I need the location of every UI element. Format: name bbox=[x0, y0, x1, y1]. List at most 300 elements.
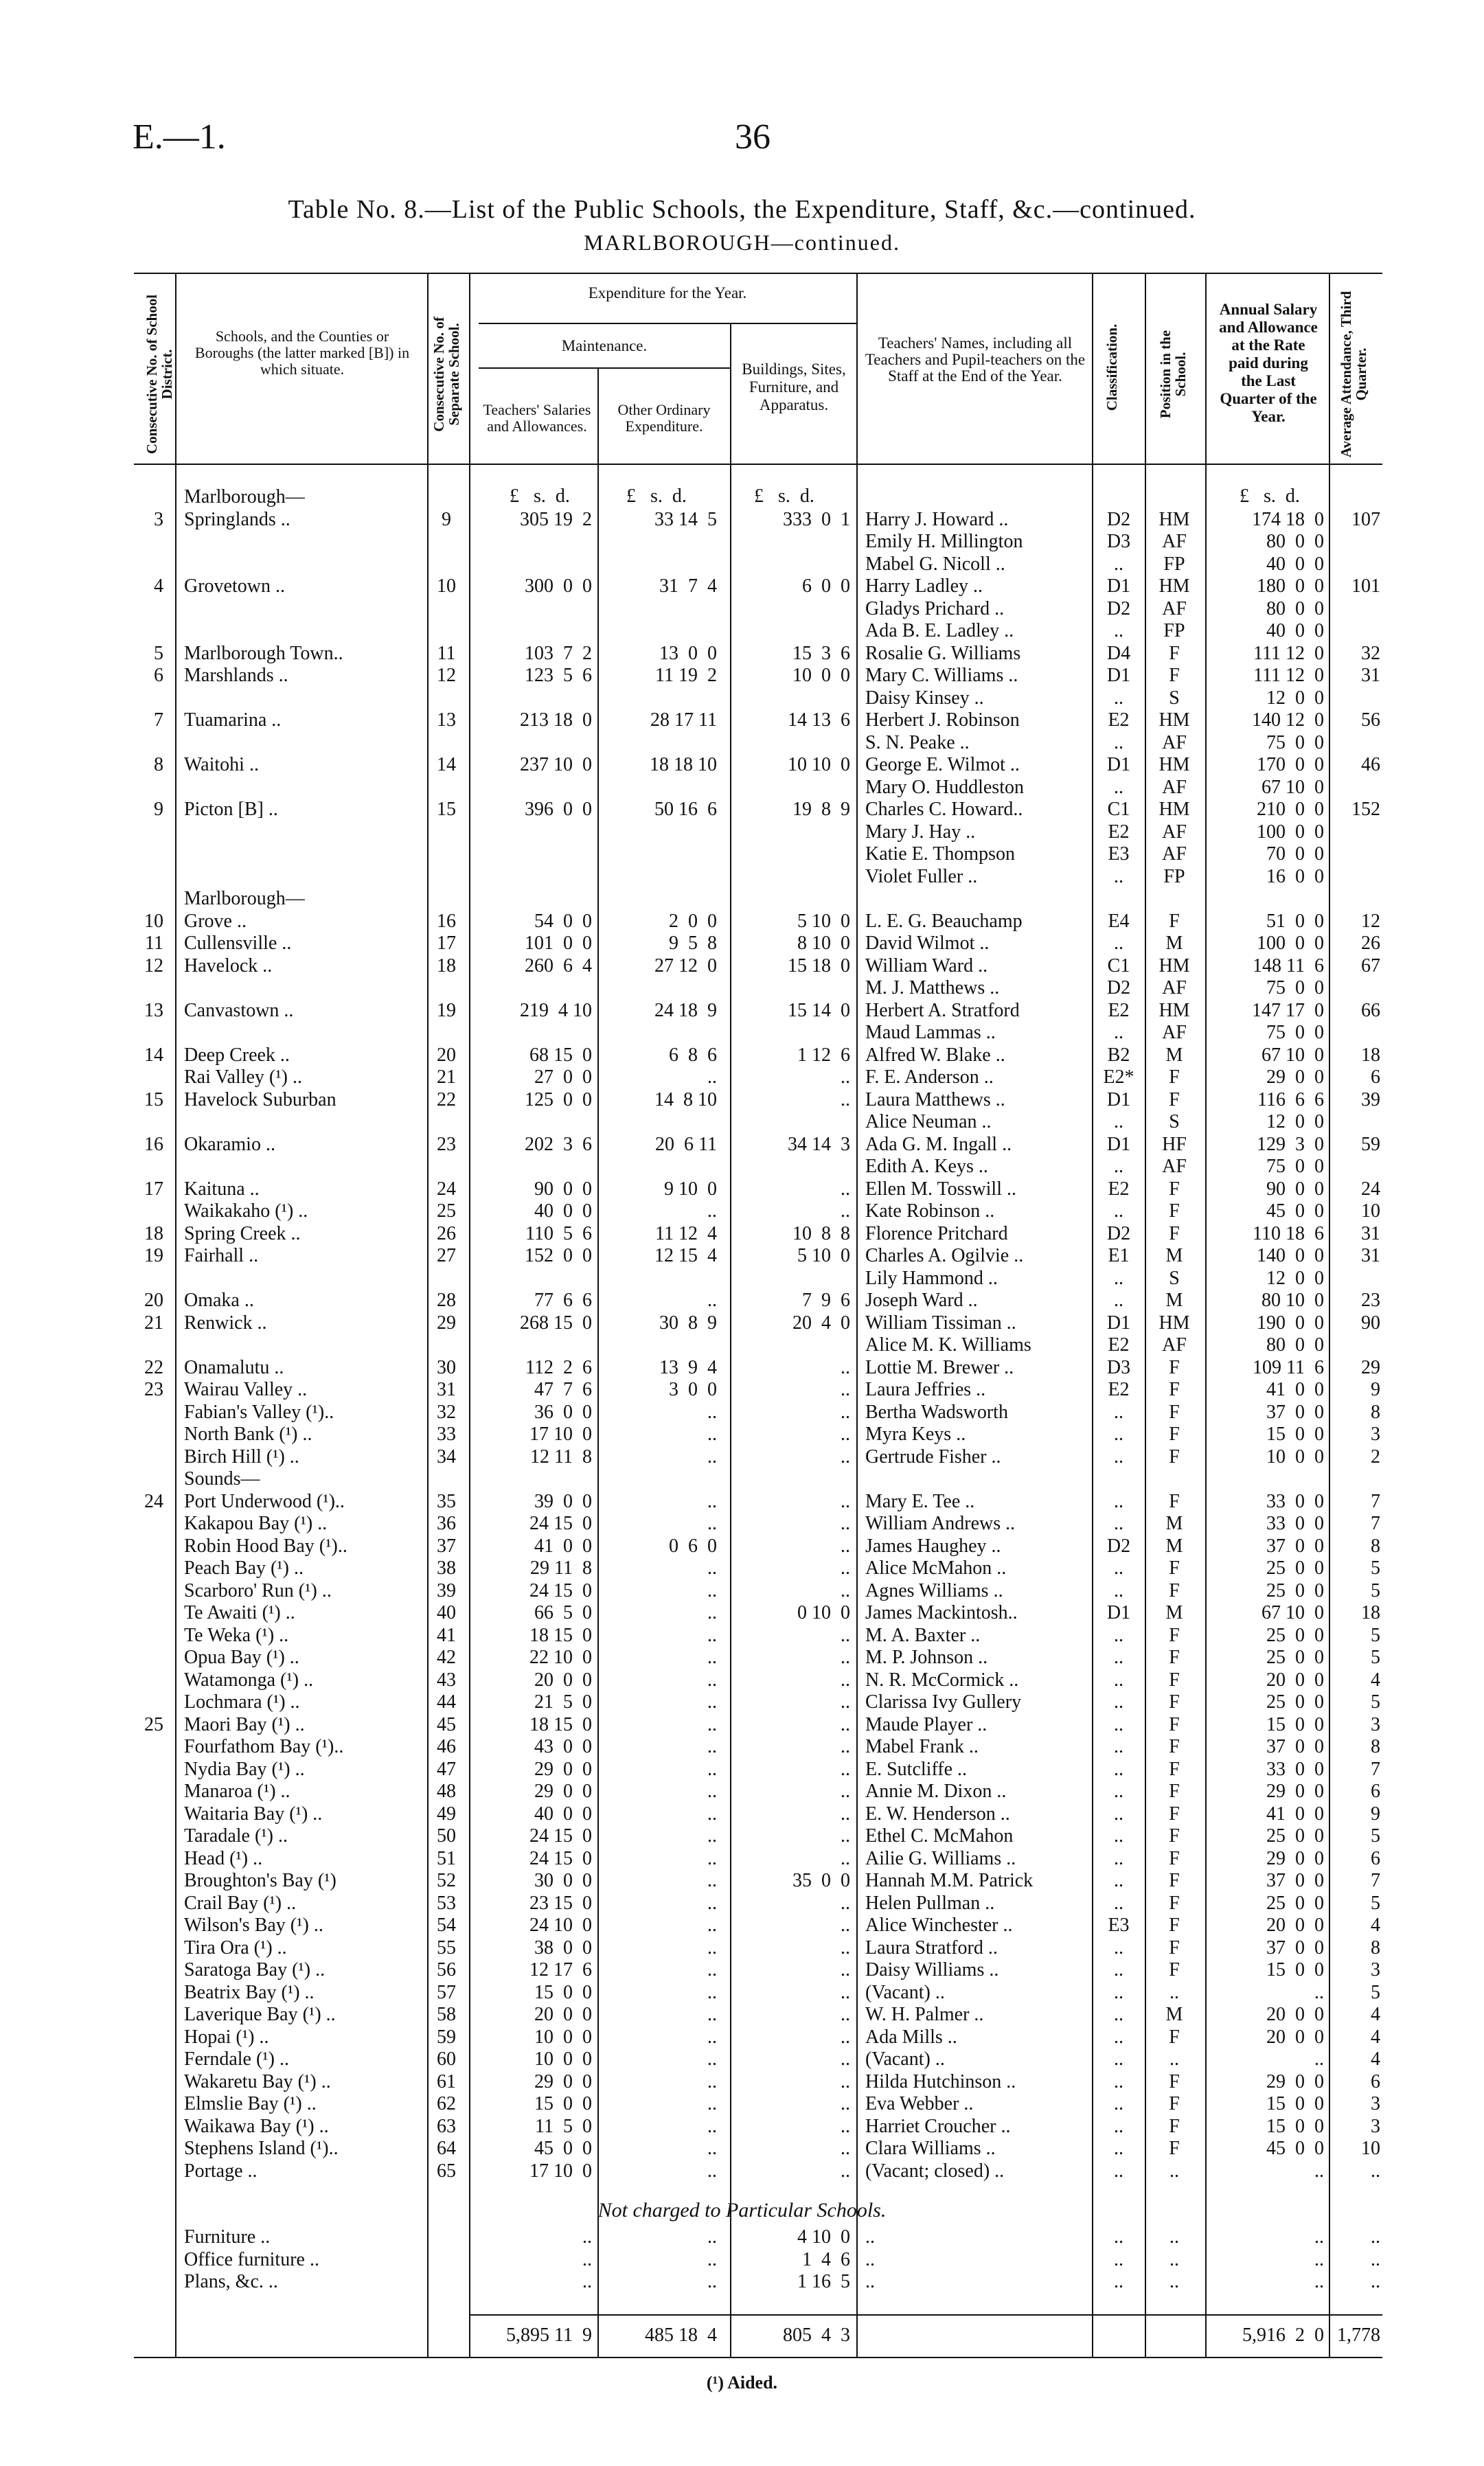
teachers-salaries: 54 0 0 bbox=[534, 910, 592, 932]
school-name: Sounds— bbox=[184, 1468, 260, 1489]
classification: .. bbox=[1114, 1669, 1123, 1691]
school-name: Fabian's Valley (¹).. bbox=[184, 1401, 334, 1423]
attendance: 5 bbox=[1371, 1825, 1380, 1847]
classification: .. bbox=[1114, 1111, 1123, 1132]
teachers-salaries: 305 19 2 bbox=[520, 508, 592, 530]
attendance: 7 bbox=[1371, 1513, 1380, 1534]
teachers-salaries: .. bbox=[582, 2271, 592, 2292]
attendance: 56 bbox=[1361, 709, 1380, 731]
separate-number: 20 bbox=[437, 1044, 456, 1066]
table-row bbox=[0, 911, 1484, 933]
classification: .. bbox=[1114, 2093, 1123, 2114]
buildings: .. bbox=[841, 1557, 850, 1579]
school-name: North Bank (¹) .. bbox=[184, 1424, 312, 1445]
classification: E3 bbox=[1108, 843, 1130, 865]
table-row bbox=[0, 1669, 1484, 1692]
classification: .. bbox=[1114, 1267, 1123, 1289]
table-row bbox=[0, 2004, 1484, 2027]
separate-number: 38 bbox=[437, 1557, 456, 1579]
position: F bbox=[1169, 1825, 1180, 1847]
classification: D2 bbox=[1106, 1222, 1131, 1244]
separate-number: 30 bbox=[437, 1356, 456, 1378]
teachers-salaries: 112 2 6 bbox=[525, 1356, 592, 1378]
separate-number: 51 bbox=[437, 1847, 456, 1869]
attendance: 9 bbox=[1371, 1803, 1380, 1825]
teachers-salaries: 29 0 0 bbox=[534, 1781, 592, 1802]
attendance: 10 bbox=[1361, 2138, 1380, 2159]
position: HM bbox=[1158, 999, 1190, 1021]
table-row bbox=[0, 486, 1484, 509]
classification: .. bbox=[1114, 1758, 1123, 1780]
teachers-salaries: 213 18 0 bbox=[520, 709, 592, 731]
teachers-salaries: 90 0 0 bbox=[534, 1178, 592, 1200]
header-district: Consecutive No. of School District. bbox=[144, 294, 175, 455]
other-expenditure: .. bbox=[707, 2004, 717, 2025]
teacher-name: George E. Wilmot .. bbox=[865, 754, 1020, 775]
table-row bbox=[0, 955, 1484, 978]
attendance: 5 bbox=[1371, 1691, 1380, 1713]
school-name: Taradale (¹) .. bbox=[184, 1825, 288, 1847]
attendance: 3 bbox=[1371, 1713, 1380, 1735]
salary: 15 0 0 bbox=[1266, 1424, 1324, 1445]
table-row bbox=[0, 665, 1484, 687]
separate-number: 37 bbox=[437, 1535, 456, 1557]
other-expenditure: .. bbox=[707, 1736, 717, 1757]
classification: .. bbox=[1114, 1847, 1123, 1869]
other-expenditure: 31 7 4 bbox=[659, 575, 717, 597]
position: F bbox=[1169, 1624, 1180, 1646]
classification: .. bbox=[1114, 620, 1123, 641]
salary: 25 0 0 bbox=[1266, 1557, 1324, 1579]
table-row bbox=[0, 2271, 1484, 2294]
buildings: .. bbox=[841, 1379, 850, 1400]
salary: 148 11 6 bbox=[1253, 955, 1324, 977]
school-name: Opua Bay (¹) .. bbox=[184, 1647, 299, 1668]
salary: 20 0 0 bbox=[1266, 2004, 1324, 2025]
other-expenditure: .. bbox=[707, 1781, 717, 1802]
other-expenditure: 14 8 10 bbox=[654, 1088, 717, 1110]
district-number: 21 bbox=[144, 1312, 163, 1334]
teachers-salaries: 152 0 0 bbox=[525, 1245, 592, 1266]
salary: 67 10 0 bbox=[1262, 1044, 1324, 1066]
teacher-name: Kate Robinson .. bbox=[865, 1200, 995, 1222]
classification: E3 bbox=[1108, 1915, 1130, 1936]
table-row bbox=[0, 1044, 1484, 1067]
teacher-name: Annie M. Dixon .. bbox=[865, 1781, 1007, 1802]
attendance: 8 bbox=[1371, 1937, 1380, 1959]
school-name: Marshlands .. bbox=[184, 665, 288, 686]
salary: 90 0 0 bbox=[1266, 1178, 1324, 1200]
other-expenditure: 9 10 0 bbox=[664, 1178, 717, 1200]
header-separate: Consecutive No. of Separate School. bbox=[431, 317, 462, 432]
school-name: Hopai (¹) .. bbox=[184, 2026, 269, 2048]
teacher-name: William Andrews .. bbox=[865, 1513, 1016, 1534]
teacher-name: Alfred W. Blake .. bbox=[865, 1044, 1005, 1066]
separate-number: 43 bbox=[437, 1669, 456, 1691]
salary: 210 0 0 bbox=[1257, 799, 1324, 820]
table-row bbox=[0, 977, 1484, 1000]
attendance: 29 bbox=[1361, 1356, 1380, 1378]
position: .. bbox=[1169, 2048, 1179, 2070]
salary: 37 0 0 bbox=[1266, 1535, 1324, 1557]
table-row bbox=[0, 1268, 1484, 1290]
teachers-salaries: 47 7 6 bbox=[534, 1379, 592, 1400]
school-name: Wakaretu Bay (¹) .. bbox=[184, 2070, 331, 2092]
attendance: 24 bbox=[1361, 1178, 1380, 1200]
other-expenditure: .. bbox=[707, 1424, 717, 1445]
school-name: Crail Bay (¹) .. bbox=[184, 1892, 297, 1914]
attendance: 12 bbox=[1361, 910, 1380, 932]
classification: .. bbox=[1114, 2026, 1123, 2048]
table-row bbox=[0, 1402, 1484, 1424]
salary: 29 0 0 bbox=[1266, 1066, 1324, 1088]
buildings: 333 0 1 bbox=[783, 508, 850, 530]
teacher-name: Laura Stratford .. bbox=[865, 1937, 998, 1959]
header-position: Position in the School. bbox=[1157, 330, 1189, 419]
other-expenditure: .. bbox=[707, 1446, 717, 1468]
salary: .. bbox=[1314, 2271, 1324, 2292]
table-row bbox=[0, 620, 1484, 643]
teacher-name: E. W. Henderson .. bbox=[865, 1803, 1010, 1825]
expenditure-rule bbox=[479, 323, 856, 324]
buildings: .. bbox=[841, 1178, 850, 1200]
teachers-salaries: 23 15 0 bbox=[529, 1892, 592, 1914]
table-top-rule bbox=[134, 273, 1382, 274]
other-expenditure: .. bbox=[707, 2138, 717, 2159]
other-expenditure: 30 8 9 bbox=[659, 1312, 717, 1334]
teacher-name: William Tissiman .. bbox=[865, 1312, 1016, 1334]
salary: 25 0 0 bbox=[1266, 1691, 1324, 1713]
classification: .. bbox=[1114, 1156, 1123, 1177]
position: .. bbox=[1169, 2226, 1179, 2248]
school-name: Lochmara (¹) .. bbox=[184, 1691, 300, 1713]
school-name: Te Awaiti (¹) .. bbox=[184, 1602, 295, 1623]
separate-number: 11 bbox=[437, 642, 456, 664]
header-teachers-salaries: Teachers' Salaries and Allowances. bbox=[483, 401, 591, 435]
buildings: .. bbox=[841, 1401, 850, 1423]
attendance: 8 bbox=[1371, 1535, 1380, 1557]
other-expenditure: .. bbox=[707, 1669, 717, 1691]
position: M bbox=[1165, 933, 1183, 954]
teacher-name: Lottie M. Brewer .. bbox=[865, 1356, 1014, 1378]
header-school: Schools, and the Counties or Boroughs (the latter marked [B]) in which situate. bbox=[194, 328, 410, 378]
buildings: .. bbox=[841, 1713, 850, 1735]
teacher-name: L. E. G. Beauchamp bbox=[865, 910, 1023, 932]
teacher-name: Ailie G. Williams .. bbox=[865, 1847, 1016, 1869]
buildings: .. bbox=[841, 1490, 850, 1512]
buildings: 10 0 0 bbox=[792, 665, 850, 686]
table-row bbox=[0, 1334, 1484, 1357]
salary: 33 0 0 bbox=[1266, 1758, 1324, 1780]
teacher-name: Edith A. Keys .. bbox=[865, 1156, 988, 1177]
teacher-name: Charles C. Howard.. bbox=[865, 799, 1023, 820]
school-name: Port Underwood (¹).. bbox=[184, 1490, 345, 1512]
table-row bbox=[0, 1513, 1484, 1535]
salary: 75 0 0 bbox=[1266, 1156, 1324, 1177]
other-expenditure: .. bbox=[707, 1691, 717, 1713]
other-expenditure: .. bbox=[707, 1892, 717, 1914]
table-row bbox=[0, 888, 1484, 911]
classification: D1 bbox=[1106, 1133, 1131, 1155]
buildings: 15 18 0 bbox=[788, 955, 850, 977]
buildings: .. bbox=[841, 2138, 850, 2159]
buildings: 6 0 0 bbox=[802, 575, 850, 597]
school-name: Broughton's Bay (¹) bbox=[184, 1870, 336, 1891]
buildings: .. bbox=[841, 2070, 850, 2092]
teachers-salaries: 43 0 0 bbox=[534, 1736, 592, 1757]
classification: .. bbox=[1114, 2226, 1123, 2248]
separate-number: 28 bbox=[437, 1290, 456, 1311]
table-row bbox=[0, 1379, 1484, 1402]
teacher-name: (Vacant) .. bbox=[865, 2048, 945, 2070]
salary: 51 0 0 bbox=[1266, 910, 1324, 932]
position: F bbox=[1169, 1781, 1180, 1802]
position: F bbox=[1169, 910, 1180, 932]
separate-number: 35 bbox=[437, 1490, 456, 1512]
position: F bbox=[1169, 1579, 1180, 1601]
school-name: Maori Bay (¹) .. bbox=[184, 1713, 305, 1735]
salary: 100 0 0 bbox=[1257, 821, 1324, 843]
position: M bbox=[1165, 1290, 1183, 1311]
teachers-salaries: 36 0 0 bbox=[534, 1401, 592, 1423]
buildings: .. bbox=[841, 1781, 850, 1802]
separate-number: 36 bbox=[437, 1513, 456, 1534]
table-row bbox=[0, 2093, 1484, 2116]
school-name: Scarboro' Run (¹) .. bbox=[184, 1579, 332, 1601]
district-number: 17 bbox=[144, 1178, 163, 1200]
teacher-name: Ada B. E. Ladley .. bbox=[865, 620, 1014, 641]
classification: D4 bbox=[1106, 642, 1131, 664]
table-row bbox=[0, 732, 1484, 755]
position: F bbox=[1169, 1959, 1180, 1980]
other-expenditure: 2 0 0 bbox=[669, 910, 717, 932]
teachers-salaries: .. bbox=[582, 2248, 592, 2270]
position: AF bbox=[1162, 821, 1187, 843]
classification: B2 bbox=[1107, 1044, 1130, 1066]
table-row bbox=[0, 1022, 1484, 1044]
attendance: 107 bbox=[1351, 508, 1380, 530]
position: F bbox=[1169, 1356, 1180, 1378]
teacher-name: James Haughey .. bbox=[865, 1535, 1001, 1557]
table-row bbox=[0, 2027, 1484, 2049]
salary: 140 12 0 bbox=[1252, 709, 1324, 731]
school-name: Okaramio .. bbox=[184, 1133, 275, 1155]
school-name: Watamonga (¹) .. bbox=[184, 1669, 314, 1691]
teachers-salaries: 45 0 0 bbox=[534, 2138, 592, 2159]
buildings: 1 16 5 bbox=[797, 2271, 850, 2292]
salary: 190 0 0 bbox=[1257, 1312, 1324, 1334]
school-name: Furniture .. bbox=[184, 2226, 271, 2248]
other-expenditure: .. bbox=[707, 2048, 717, 2070]
salary: 37 0 0 bbox=[1266, 1937, 1324, 1959]
buildings: .. bbox=[841, 1535, 850, 1557]
attendance: 9 bbox=[1371, 1379, 1380, 1400]
classification: E2 bbox=[1108, 999, 1130, 1021]
position: M bbox=[1165, 1245, 1183, 1266]
school-name: Picton [B] .. bbox=[184, 799, 278, 820]
separate-number: 10 bbox=[437, 575, 456, 597]
salary: .. bbox=[1314, 1981, 1324, 2003]
header-bottom-rule bbox=[134, 464, 1382, 465]
table-row bbox=[0, 821, 1484, 844]
classification: .. bbox=[1114, 1200, 1123, 1222]
salary: 20 0 0 bbox=[1266, 1915, 1324, 1936]
separate-number: 56 bbox=[437, 1959, 456, 1980]
school-name: Saratoga Bay (¹) .. bbox=[184, 1959, 326, 1980]
table-row bbox=[0, 1625, 1484, 1647]
classification: D2 bbox=[1106, 508, 1131, 530]
position: HF bbox=[1162, 1133, 1187, 1155]
separate-number: 22 bbox=[437, 1088, 456, 1110]
classification: D1 bbox=[1106, 1602, 1131, 1623]
position: AF bbox=[1162, 597, 1187, 619]
salary: 15 0 0 bbox=[1266, 1713, 1324, 1735]
teacher-name: Maude Player .. bbox=[865, 1713, 988, 1735]
position: AF bbox=[1162, 1156, 1187, 1177]
buildings: .. bbox=[841, 1066, 850, 1088]
teacher-name: Alice Winchester .. bbox=[865, 1915, 1013, 1936]
teachers-salaries: 123 5 6 bbox=[525, 665, 592, 686]
position: HM bbox=[1158, 1312, 1190, 1334]
teacher-name: Maud Lammas .. bbox=[865, 1022, 996, 1043]
table-row bbox=[0, 1066, 1484, 1089]
teachers-salaries: 30 0 0 bbox=[534, 1870, 592, 1891]
classification: .. bbox=[1114, 776, 1123, 798]
total-other: 485 18 4 bbox=[645, 2325, 717, 2346]
teacher-name: Lily Hammond .. bbox=[865, 1267, 998, 1289]
buildings: .. bbox=[841, 2160, 850, 2182]
salary: 45 0 0 bbox=[1266, 1200, 1324, 1222]
buildings: .. bbox=[841, 1356, 850, 1378]
district-number: 19 bbox=[144, 1245, 163, 1266]
attendance: 4 bbox=[1371, 1915, 1380, 1936]
teacher-name: Ada G. M. Ingall .. bbox=[865, 1133, 1012, 1155]
other-expenditure: 24 18 9 bbox=[654, 999, 717, 1021]
other-expenditure: 12 15 4 bbox=[654, 1245, 717, 1266]
teacher-name: F. E. Anderson .. bbox=[865, 1066, 994, 1088]
classification: .. bbox=[1114, 1691, 1123, 1713]
teachers-salaries: 38 0 0 bbox=[534, 1937, 592, 1959]
header-attendance: Average Attendance, Third Quarter. bbox=[1338, 290, 1369, 458]
other-expenditure: .. bbox=[707, 2248, 717, 2270]
salary: 33 0 0 bbox=[1266, 1490, 1324, 1512]
teacher-name: Daisy Williams .. bbox=[865, 1959, 999, 1980]
attendance: .. bbox=[1371, 2160, 1380, 2182]
other-expenditure: 28 17 11 bbox=[650, 709, 717, 731]
table-row bbox=[0, 1848, 1484, 1871]
classification: .. bbox=[1114, 1557, 1123, 1579]
classification: .. bbox=[1114, 553, 1123, 575]
position: HM bbox=[1158, 508, 1190, 530]
buildings: .. bbox=[841, 1446, 850, 1468]
school-name: Robin Hood Bay (¹).. bbox=[184, 1535, 347, 1557]
separate-number: 58 bbox=[437, 2004, 456, 2025]
position: F bbox=[1169, 1915, 1180, 1936]
table-row bbox=[0, 1759, 1484, 1781]
other-expenditure: .. bbox=[707, 1557, 717, 1579]
buildings: .. bbox=[841, 1959, 850, 1980]
footnote: (¹) Aided. bbox=[706, 2373, 778, 2393]
table-row bbox=[0, 2048, 1484, 2071]
position: F bbox=[1169, 1379, 1180, 1400]
teachers-salaries: 202 3 6 bbox=[525, 1133, 592, 1155]
attendance: 4 bbox=[1371, 1669, 1380, 1691]
classification: E4 bbox=[1108, 910, 1130, 932]
position: F bbox=[1169, 1669, 1180, 1691]
attendance: 4 bbox=[1371, 2004, 1380, 2025]
other-expenditure: .. bbox=[707, 1959, 717, 1980]
teachers-salaries: .. bbox=[582, 2226, 592, 2248]
other-expenditure: 18 18 10 bbox=[650, 754, 717, 775]
teachers-salaries: 12 17 6 bbox=[529, 1959, 592, 1980]
separate-number: 65 bbox=[437, 2160, 456, 2182]
teachers-salaries: 20 0 0 bbox=[534, 1669, 592, 1691]
teacher-name: Harriet Croucher .. bbox=[865, 2115, 1011, 2137]
teachers-salaries: 29 0 0 bbox=[534, 1758, 592, 1780]
position: F bbox=[1169, 1200, 1180, 1222]
attendance: 5 bbox=[1371, 1892, 1380, 1914]
buildings: .. bbox=[841, 1915, 850, 1936]
district-number: 6 bbox=[154, 665, 163, 686]
separate-number: 40 bbox=[437, 1602, 456, 1623]
table-row bbox=[0, 1691, 1484, 1714]
teacher-name: Mabel G. Nicoll .. bbox=[865, 553, 1005, 575]
separate-number: 63 bbox=[437, 2115, 456, 2137]
classification: .. bbox=[1114, 1446, 1123, 1468]
buildings: 1 12 6 bbox=[797, 1044, 850, 1066]
buildings: .. bbox=[841, 1803, 850, 1825]
salary: .. bbox=[1314, 2226, 1324, 2248]
other-expenditure: .. bbox=[707, 1870, 717, 1891]
school-name: Head (¹) .. bbox=[184, 1847, 263, 1869]
teacher-name: Mary O. Huddleston bbox=[865, 776, 1024, 798]
classification: .. bbox=[1114, 687, 1123, 709]
district-number: 20 bbox=[144, 1290, 163, 1311]
table-row bbox=[0, 1915, 1484, 1937]
page-number: 36 bbox=[735, 117, 770, 157]
classification: .. bbox=[1114, 1579, 1123, 1601]
separate-number: 19 bbox=[437, 999, 456, 1021]
school-name: Grove .. bbox=[184, 910, 247, 932]
other-expenditure: .. bbox=[707, 1200, 717, 1222]
school-name: Marlborough— bbox=[184, 888, 305, 909]
buildings: .. bbox=[841, 1200, 850, 1222]
salary: 80 0 0 bbox=[1266, 1334, 1324, 1356]
classification: C1 bbox=[1107, 799, 1130, 820]
classification: D1 bbox=[1106, 575, 1131, 597]
attendance: 3 bbox=[1371, 1424, 1380, 1445]
total-buildings: 805 4 3 bbox=[783, 2325, 850, 2346]
salary: 12 0 0 bbox=[1266, 1111, 1324, 1132]
attendance: 59 bbox=[1361, 1133, 1380, 1155]
teachers-salaries: 24 15 0 bbox=[529, 1847, 592, 1869]
salary: .. bbox=[1314, 2048, 1324, 2070]
buildings: 4 10 0 bbox=[797, 2226, 850, 2248]
buildings: 1 4 6 bbox=[802, 2248, 850, 2270]
other-expenditure: .. bbox=[707, 2093, 717, 2114]
separate-number: 46 bbox=[437, 1736, 456, 1757]
separate-number: 39 bbox=[437, 1579, 456, 1601]
district-number: 13 bbox=[144, 999, 163, 1021]
table-row bbox=[0, 531, 1484, 553]
other-expenditure: .. bbox=[707, 1401, 717, 1423]
buildings: 20 4 0 bbox=[792, 1312, 850, 1334]
buildings: 35 0 0 bbox=[792, 1870, 850, 1891]
table-row bbox=[0, 2160, 1484, 2183]
teacher-name: S. N. Peake .. bbox=[865, 731, 970, 753]
attendance: 7 bbox=[1371, 1490, 1380, 1512]
salary: 12 0 0 bbox=[1266, 1267, 1324, 1289]
